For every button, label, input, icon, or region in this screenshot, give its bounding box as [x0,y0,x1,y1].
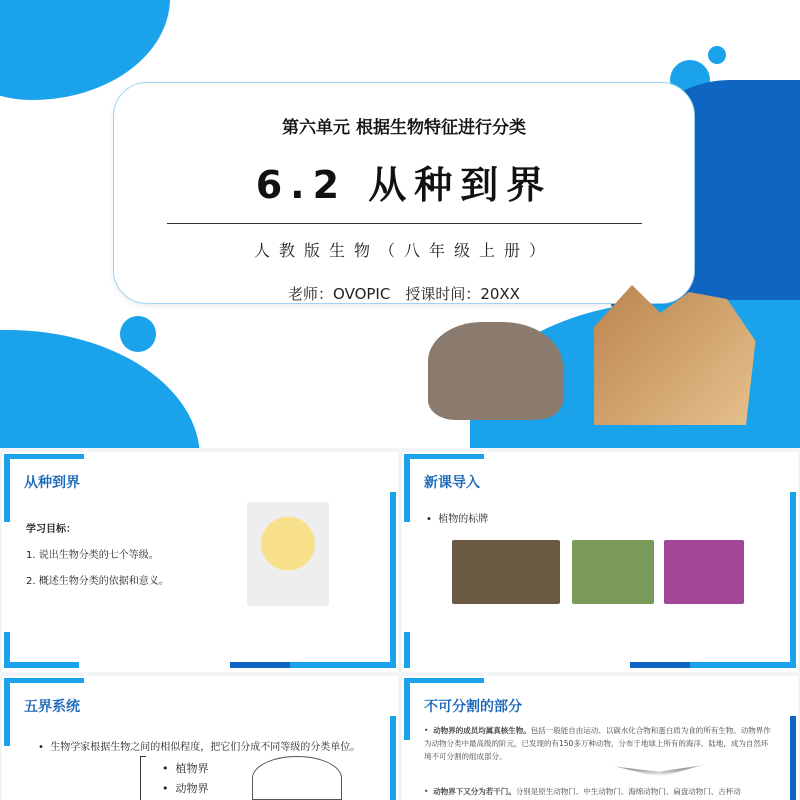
edition-text: 人教版生物（八年级上册） [253,241,554,260]
elephant-image [428,322,563,420]
paragraph-text: 包括一般能自由运动、以碳水化合物和蛋白质为食的所有生物。动物界作为动物分类中最高级的阶元，已发现的有150多万种动物，分布于地球上所有的海洋、陆地，成为自然环境不可分割的组成部分。 [424,726,771,761]
decor-bar [230,662,290,668]
plant-sign-image [664,540,744,604]
slide-title: 新课导入 [424,475,480,491]
paragraph-bold: 动物界下又分为若干门。 [433,787,516,796]
decor-bar [790,716,796,800]
goal-item: 2. 概述生物分类的依据和意义。 [26,576,169,587]
unit-title: 第六单元 根据生物特征进行分类 [282,118,526,138]
paragraph-text: 分别是原生动物门、中生动物门、海绵动物门、扁盘动物门、古杯动 [515,787,741,796]
bullet-text: 植物的标牌 [438,514,489,525]
lesson-title: 6.2 从种到界 [255,163,553,207]
slide-title: 不可分割的部分 [424,699,522,715]
kingdom-label: 动物界 [175,782,209,795]
decor-bar [290,662,395,668]
decor-bar [790,492,796,668]
decor-bar [690,662,795,668]
decor-bar [390,716,396,800]
plant-sign-image [452,540,560,604]
seagull-image [614,762,704,776]
slide-2[interactable] [402,452,798,672]
decor-dot [120,316,156,352]
paragraph-bold: 动物界的成员均属真核生物。 [433,726,531,735]
bullet-text: 生物学家根据生物之间的相似程度，把它们分成不同等级的分类单位。 [50,742,361,753]
paragraph: • 动物界下又分为若干门。分别是原生动物门、中生动物门、海绵动物门、扁盘动物门、古杯动 [424,787,741,796]
kingdom-diagram [252,756,342,800]
title-card [113,82,695,304]
slide-title: 五界系统 [24,699,80,715]
plant-sign-image [572,540,654,604]
kingdom-item: • 植物界 [162,762,209,775]
decor-blob [0,330,200,448]
slide-title: 从种到界 [24,475,80,491]
decor-dot [708,46,726,64]
chick-image [247,502,329,606]
teacher-text: 老师：OVOPIC 授课时间：20XX [288,285,520,303]
decor-bar [404,678,484,683]
decor-bar [390,492,396,668]
bullet: • 生物学家根据生物之间的相似程度，把它们分成不同等级的分类单位。 [38,742,361,753]
kingdom-label: 植物界 [175,762,209,775]
decor-bar [404,678,410,740]
decor-bar [404,632,410,668]
paragraph: • 动物界的成员均属真核生物。包括一般能自由运动、以碳水化合物和蛋白质为食的所有生物。动物界作为动物分类中最高级的阶元，已发现的有150多万种动物，分布于地球上所有的海洋、陆地，成为自然环境不可分割的组成部分。 [424,726,771,761]
goal-label: 学习目标： [26,524,76,535]
bracket [140,756,146,800]
decor-bar [630,662,690,668]
slide-4[interactable] [402,676,798,800]
decor-bar [404,454,484,459]
decor-bar [404,454,410,522]
decor-bar [4,678,10,746]
goal-item: 1. 说出生物分类的七个等级。 [26,550,159,561]
decor-bar [4,662,79,668]
slide-3[interactable] [2,676,398,800]
slide-1[interactable] [2,452,398,672]
decor-bar [4,678,84,683]
decor-bar [4,454,84,459]
bullet: • 植物的标牌 [426,514,489,525]
divider [167,223,642,224]
kingdom-item: • 动物界 [162,782,209,795]
decor-bar [4,454,10,522]
